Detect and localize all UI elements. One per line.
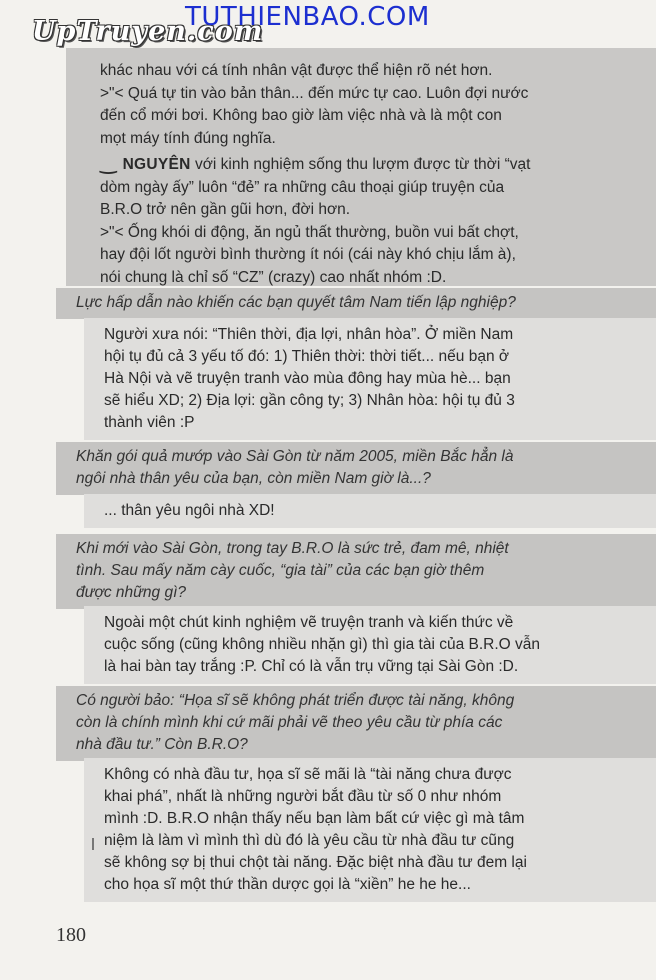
answer-3-box — [84, 606, 656, 684]
question-2: Khăn gói quả mướp vào Sài Gòn từ năm 2005, miền Bắc hẳn là ngôi nhà thân yêu của bạn, còn miền Nam giờ là...? — [56, 442, 656, 495]
smiley-icon: ‿ — [100, 152, 117, 174]
member-nguyen-text: với kinh nghiệm sống thu lượm được từ thời “vạt dòm ngày ấy” luôn “đẻ” ra những câu thoại giúp truyện của B.R.O trở nên gần gũi hơn, đời hơn. >"< Ống khói di động, ăn ngủ thất thường, buồn vui bất chợt, hay đội lốt người bình thường ít nói (cái này khó chịu lắm à), nói chung là chỉ số “CZ” (crazy) cao nhất nhóm :D. — [100, 156, 531, 286]
member-description-1 — [100, 60, 640, 150]
answer-3: Ngoài một chút kinh nghiệm vẽ truyện tranh và kiến thức về cuộc sống (cũng không nhiều nhặn gì) thì gia tài của B.R.O vẫn là hai bàn tay trắng :P. Chỉ có là vẫn trụ vững tại Sài Gòn :D. — [104, 614, 540, 675]
member-description-text: khác nhau với cá tính nhân vật được thể hiện rõ nét hơn. >"< Quá tự tin vào bản thân... đến mức tự cao. Luôn đợi nước đến cổ mới bơi. Không bao giờ làm việc nhà và là một con mọt máy tính đúng nghĩa. — [100, 62, 529, 147]
answer-1: Người xưa nói: “Thiên thời, địa lợi, nhân hòa”. Ở miền Nam hội tụ đủ cả 3 yếu tố đó: 1) Thiên thời: thời tiết... nếu bạn ở Hà Nội và vẽ truyện tranh vào mùa đông hay mùa hè... bạn sẽ hiểu XD; 2) Địa lợi: gần công ty; 3) Nhân hòa: hội tụ đủ 3 thành viên :P — [104, 326, 515, 431]
watermark-tuthienbao: TUTHIENBAO.COM — [185, 2, 430, 32]
member-nguyen-paragraph — [100, 152, 640, 289]
question-3: Khi mới vào Sài Gòn, trong tay B.R.O là sức trẻ, đam mê, nhiệt tình. Sau mấy năm cày cuốc, “gia tài” của các bạn giờ thêm được những gì? — [56, 534, 656, 609]
watermark-uptruyen: UpTruyen.com — [32, 16, 264, 47]
answer-4-box — [84, 758, 656, 902]
answer-2: ... thân yêu ngôi nhà XD! — [104, 502, 275, 519]
answer-4: Không có nhà đầu tư, họa sĩ sẽ mãi là “tài năng chưa được khai phá”, nhất là những người bắt đầu từ số 0 như nhóm mình :D. B.R.O nhận thấy nếu bạn làm bất cứ việc gì mà tâm niệm là làm vì mình thì dù đó là yêu cầu từ nhà đầu tư cũng sẽ không sợ bị thui chột tài năng. Đặc biệt nhà đầu tư đem lại cho họa sĩ một thứ thần dược gọi là “xiền” he he he... — [104, 766, 527, 893]
question-4: Có người bảo: “Họa sĩ sẽ không phát triển được tài năng, không còn là chính mình khi cứ mãi phải vẽ theo yêu cầu từ phía các nhà đầu tư.” Còn B.R.O? — [56, 686, 656, 761]
page-number: 180 — [56, 924, 86, 946]
answer-2-box — [84, 494, 656, 528]
answer-1-box — [84, 318, 656, 440]
question-1: Lực hấp dẫn nào khiến các bạn quyết tâm Nam tiến lập nghiệp? — [56, 288, 656, 319]
margin-mark — [92, 838, 94, 850]
member-description-2 — [100, 152, 640, 289]
member-name: NGUYÊN — [122, 156, 191, 173]
